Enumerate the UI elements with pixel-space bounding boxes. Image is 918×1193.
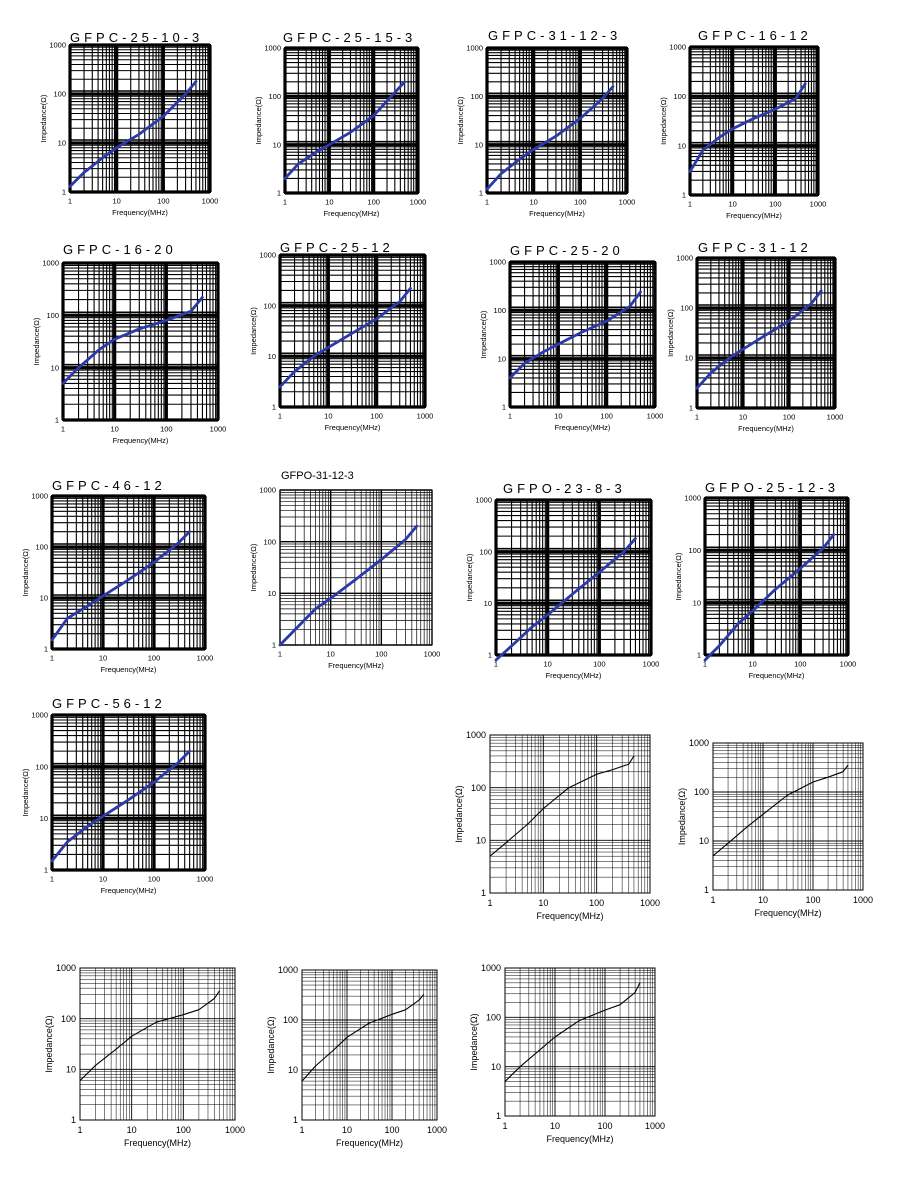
x-tick-label: 1 [710,895,716,905]
x-tick-label: 100 [574,197,587,207]
x-tick-label: 1000 [639,898,661,908]
x-axis-label: Frequency(MHz) [748,671,805,680]
y-tick-label: 100 [60,1013,76,1024]
chart-9 [21,492,213,674]
x-tick-label: 100 [600,411,613,421]
y-tick-label: 1000 [475,495,492,505]
y-tick-label: 10 [677,141,686,151]
x-tick-label: 1000 [409,197,427,207]
plot-grid [285,48,418,193]
chart-11 [465,496,659,680]
y-axis-label: Impedance(Ω) [674,552,683,601]
y-tick-label: 1000 [264,43,281,53]
x-tick-label: 1000 [423,649,441,659]
x-tick-label: 1 [694,412,700,422]
chart-1 [39,41,218,217]
x-tick-label: 1 [277,411,283,421]
plot-frame [63,263,218,420]
x-tick-label: 1000 [426,1125,448,1135]
x-tick-label: 100 [384,1125,400,1135]
plot-grid [697,258,835,408]
y-tick-label: 100 [693,787,709,798]
plot-frame [285,48,418,193]
y-tick-label: 10 [272,140,281,150]
x-tick-label: 1000 [201,196,219,206]
y-tick-label: 100 [282,1015,298,1026]
y-tick-label: 1000 [465,730,486,741]
chart-title: GFPO-23-8-3 [503,481,626,496]
x-tick-label: 10 [538,898,549,908]
plot-frame [487,48,627,193]
x-axis-label: Frequency(MHz) [100,886,157,895]
y-tick-label: 10 [39,593,48,603]
y-tick-label: 10 [698,836,709,847]
y-tick-label: 1 [487,650,492,660]
x-tick-label: 100 [375,649,388,659]
y-tick-label: 1 [292,1115,298,1126]
y-tick-label: 10 [57,138,66,148]
y-tick-label: 1000 [259,485,276,495]
x-tick-label: 100 [147,874,161,884]
x-axis-label: Frequency(MHz) [328,661,384,670]
y-tick-label: 1 [54,415,59,425]
x-tick-label: 100 [794,659,807,669]
x-tick-label: 1 [277,649,283,659]
plot-frame [52,715,205,870]
y-axis-label: Impedance(Ω) [456,96,465,145]
x-tick-label: 1000 [209,424,227,434]
chart-7 [479,258,663,432]
x-tick-label: 1 [299,1125,305,1135]
chart-title: GFPC-25-15-3 [283,30,417,45]
y-tick-label: 10 [65,1064,76,1075]
y-tick-label: 10 [267,351,276,361]
chart-6 [249,251,433,432]
x-tick-label: 1 [77,1125,83,1135]
chart-5 [32,259,226,445]
y-tick-label: 1 [703,885,709,896]
x-tick-label: 10 [549,1121,561,1131]
y-axis-label: Impedance(Ω) [249,543,258,592]
plot-grid [302,970,437,1120]
chart-title: GFPC-25-12 [280,240,394,255]
chart-10 [249,486,440,670]
y-tick-label: 1 [43,865,48,875]
y-tick-label: 1000 [42,258,59,268]
chart-13 [21,711,213,895]
plot-grid [52,496,205,649]
chart-title: GFPC-16-20 [63,242,177,257]
x-tick-label: 1000 [646,411,664,421]
y-tick-label: 1 [43,644,48,654]
x-tick-label: 100 [367,197,380,207]
x-tick-label: 100 [147,653,161,663]
chart-15 [677,738,873,918]
x-tick-label: 1000 [839,659,857,669]
x-axis-label: Frequency(MHz) [726,211,782,220]
y-axis-label: Impedance(Ω) [21,768,30,817]
y-tick-label: 10 [475,835,486,846]
x-tick-label: 10 [112,196,121,206]
x-axis-label: Frequency(MHz) [335,1138,404,1148]
x-tick-label: 1 [487,898,493,908]
plot-frame [280,255,425,407]
x-tick-label: 1 [502,1121,508,1131]
impedance-curve [713,765,848,856]
plot-grid [63,263,218,420]
chart-title: GFPC-46-12 [52,478,166,493]
chart-14 [454,730,660,921]
x-tick-label: 100 [175,1125,191,1135]
impedance-curve [490,756,634,856]
plot-frame [490,735,650,893]
y-axis-label: Impedance(Ω) [254,96,263,145]
y-tick-label: 100 [479,547,492,557]
x-tick-label: 10 [98,653,108,663]
y-tick-label: 1000 [31,710,48,720]
y-axis-label: Impedance(Ω) [469,1013,479,1071]
y-axis-label: Impedance(Ω) [666,309,675,357]
x-tick-label: 1 [60,424,66,434]
y-tick-label: 1 [478,188,483,198]
y-tick-label: 1 [480,888,486,899]
y-tick-label: 100 [493,305,506,315]
x-tick-label: 1000 [416,411,434,421]
x-tick-label: 10 [728,199,737,209]
x-tick-label: 1 [67,196,73,206]
x-tick-label: 10 [110,424,119,434]
x-axis-label: Frequency(MHz) [112,208,168,217]
chart-title: GFPC-25-20 [510,243,624,258]
x-tick-label: 1000 [852,895,874,905]
y-tick-label: 1 [501,402,506,412]
x-axis-label: Frequency(MHz) [112,436,169,445]
x-tick-label: 1000 [826,412,844,422]
y-tick-label: 1000 [676,253,693,263]
x-axis-label: Frequency(MHz) [554,423,611,432]
y-tick-label: 1 [271,640,276,650]
x-tick-label: 1 [687,199,693,209]
x-axis-label: Frequency(MHz) [738,424,794,433]
chart-title: GFPO-31-12-3 [281,470,354,482]
chart-title: GFPC-31-12-3 [488,28,622,43]
y-tick-label: 100 [470,782,486,793]
y-tick-label: 1000 [466,43,483,53]
x-tick-label: 10 [738,412,748,422]
plot-grid [80,968,235,1120]
plot-grid [487,48,627,193]
y-axis-label: Impedance(Ω) [21,548,30,597]
x-tick-label: 1000 [224,1125,246,1135]
chart-title: GFPC-25-10-3 [70,30,204,45]
y-tick-label: 1000 [55,963,76,974]
x-tick-label: 1 [493,659,499,669]
x-axis-label: Frequency(MHz) [123,1138,192,1148]
x-tick-label: 10 [757,895,769,905]
y-axis-label: Impedance(Ω) [249,307,258,355]
y-tick-label: 1 [688,403,693,413]
chart-12 [674,494,856,680]
y-tick-label: 1 [276,188,281,198]
x-tick-label: 1 [49,874,55,884]
y-tick-label: 10 [267,588,276,598]
impedance-curve [80,991,219,1081]
x-axis-label: Frequency(MHz) [324,423,381,432]
x-tick-label: 100 [805,895,821,905]
chart-title: GFPC-56-12 [52,696,166,711]
x-tick-label: 100 [782,412,796,422]
plot-frame [690,47,818,195]
y-tick-label: 1000 [684,493,701,503]
y-tick-label: 100 [680,303,693,313]
y-axis-label: Impedance(Ω) [44,1015,54,1073]
x-tick-label: 10 [341,1125,353,1135]
y-tick-label: 1000 [277,965,298,976]
y-tick-label: 100 [485,1012,501,1023]
x-tick-label: 1000 [642,659,660,669]
plot-grid [505,968,655,1116]
x-tick-label: 100 [370,411,383,421]
x-tick-label: 1000 [809,199,827,209]
x-tick-label: 100 [157,196,170,206]
y-tick-label: 10 [483,598,492,608]
plot-grid [490,735,650,893]
chart-17 [266,965,447,1148]
plot-grid [70,45,210,192]
y-axis-label: Impedance(Ω) [659,97,668,145]
y-tick-label: 10 [287,1065,298,1076]
x-tick-label: 100 [589,898,605,908]
y-tick-label: 1000 [480,963,501,974]
x-tick-label: 100 [160,424,173,434]
x-tick-label: 10 [529,197,538,207]
y-tick-label: 1 [495,1111,501,1122]
chart-16 [44,963,245,1148]
chart-title: GFPO-25-12-3 [705,480,839,495]
x-tick-label: 10 [126,1125,137,1135]
plot-frame [505,968,655,1116]
x-axis-label: Frequency(MHz) [754,908,822,918]
y-tick-label: 100 [263,301,276,311]
y-tick-label: 1 [681,190,686,200]
plot-grid [510,262,655,407]
y-tick-label: 100 [673,91,686,101]
plot-grid [280,255,425,407]
y-tick-label: 1000 [49,40,66,50]
y-tick-label: 10 [497,354,506,364]
impedance-curve [302,995,424,1081]
x-axis-label: Frequency(MHz) [545,671,602,680]
plot-grid [705,498,848,655]
x-tick-label: 10 [543,659,552,669]
y-axis-label: Impedance(Ω) [465,553,474,602]
plot-grid [52,715,205,870]
y-tick-label: 100 [688,545,701,555]
y-tick-label: 1000 [489,257,506,267]
y-tick-label: 10 [490,1061,501,1072]
x-tick-label: 1000 [618,197,636,207]
plot-frame [697,258,835,408]
plot-frame [302,970,437,1120]
chart-3 [456,44,635,218]
x-tick-label: 100 [593,659,606,669]
y-tick-label: 1 [271,402,276,412]
y-tick-label: 100 [35,542,48,552]
x-axis-label: Frequency(MHz) [100,665,157,674]
chart-18 [469,963,665,1144]
x-tick-label: 10 [98,874,108,884]
y-tick-label: 10 [474,140,483,150]
x-tick-label: 100 [769,199,782,209]
x-tick-label: 1 [507,411,513,421]
y-tick-label: 100 [35,762,48,772]
x-axis-label: Frequency(MHz) [536,911,604,921]
x-axis-label: Frequency(MHz) [323,209,380,218]
x-axis-label: Frequency(MHz) [529,209,585,218]
plot-grid [713,743,863,890]
y-tick-label: 1 [696,650,701,660]
chart-4 [659,43,826,220]
x-tick-label: 1 [702,659,708,669]
plot-frame [52,496,205,649]
y-tick-label: 10 [684,353,693,363]
y-tick-label: 1000 [688,738,709,749]
plot-frame [705,498,848,655]
y-axis-label: Impedance(Ω) [39,94,48,143]
y-axis-label: Impedance(Ω) [479,310,488,359]
y-tick-label: 10 [692,598,701,608]
y-tick-label: 100 [53,89,66,99]
x-tick-label: 10 [326,649,335,659]
plot-frame [713,743,863,890]
y-tick-label: 1 [70,1115,76,1126]
chart-2 [254,44,426,218]
x-tick-label: 10 [748,659,757,669]
y-axis-label: Impedance(Ω) [266,1016,276,1074]
y-tick-label: 1000 [669,42,686,52]
y-tick-label: 10 [39,813,48,823]
x-tick-label: 100 [597,1121,613,1131]
x-tick-label: 1 [282,197,288,207]
plot-grid [690,47,818,195]
y-tick-label: 100 [470,91,483,101]
x-tick-label: 10 [325,197,334,207]
chart-8 [666,254,843,433]
x-tick-label: 1000 [196,874,214,884]
y-tick-label: 1000 [31,491,48,501]
chart-title: GFPC-31-12 [698,240,812,255]
x-tick-label: 10 [554,411,563,421]
x-tick-label: 1 [484,197,490,207]
y-axis-label: Impedance(Ω) [677,787,687,846]
plot-frame [70,45,210,192]
y-tick-label: 100 [263,537,276,547]
plot-frame [80,968,235,1120]
y-tick-label: 100 [46,310,59,320]
x-tick-label: 1000 [644,1121,666,1131]
y-tick-label: 10 [50,363,59,373]
x-axis-label: Frequency(MHz) [546,1134,614,1144]
y-tick-label: 1000 [259,250,276,260]
y-axis-label: Impedance(Ω) [32,317,41,366]
x-tick-label: 10 [324,411,333,421]
y-tick-label: 100 [268,91,281,101]
y-tick-label: 1 [61,187,66,197]
plot-frame [510,262,655,407]
plot-grid [496,500,651,655]
x-tick-label: 1 [49,653,55,663]
x-tick-label: 1000 [196,653,214,663]
y-axis-label: Impedance(Ω) [454,785,464,843]
plot-frame [496,500,651,655]
chart-title: GFPC-16-12 [698,28,812,43]
